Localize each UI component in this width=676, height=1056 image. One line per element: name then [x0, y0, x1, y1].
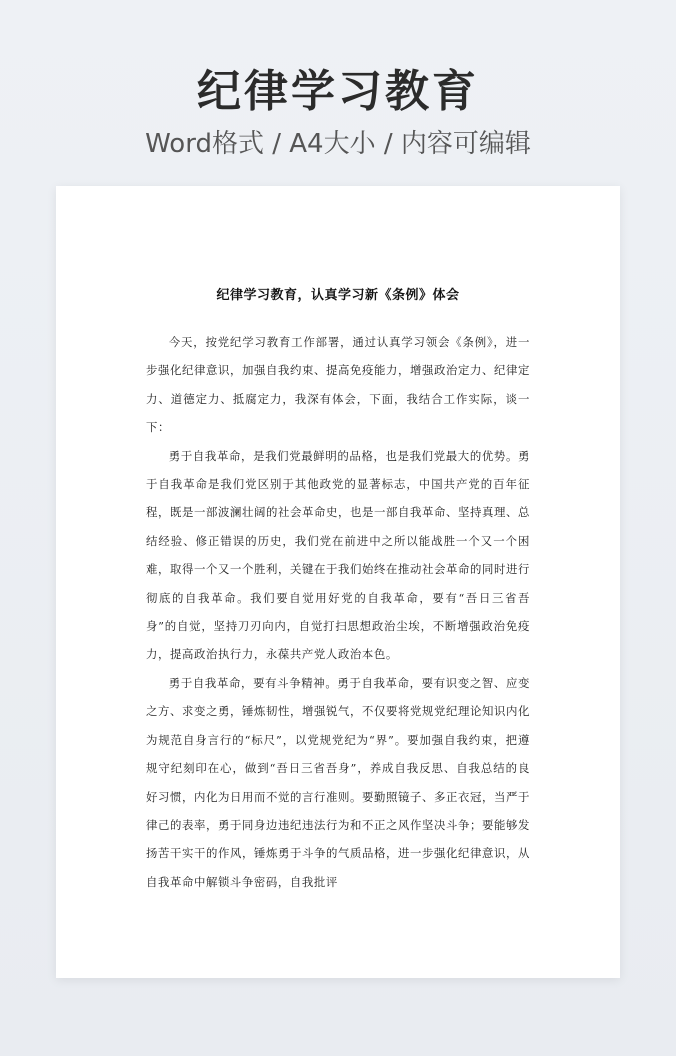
document-title: 纪律学习教育，认真学习新《条例》体会 [216, 288, 460, 303]
header [0, 62, 676, 162]
document-page [56, 186, 620, 978]
paragraph-2: 勇于自我革命，是我们党最鲜明的品格，也是我们党最大的优势。勇于自我革命是我们党区别于其他政党的显著标志，中国共产党的百年征程，既是一部波澜壮阔的社会革命史，也是一部自我革命、坚持真理、总结经验、修正错误的历史，我们党在前进中之所以能战胜一个又一个困难，取得一个又一个胜利，关键在于我们始终在推动社会革命的同时进行彻底的自我革命。我们要自觉用好党的自我革命，要有“吾日三省吾身”的自觉，坚持刀刃向内，自觉打扫思想政治尘埃，不断增强政治免疫力，提高政治执行力，永葆共产党人政治本色。 [146, 448, 530, 662]
paragraph-1: 今天，按党纪学习教育工作部署，通过认真学习领会《条例》，进一步强化纪律意识，加强自我约束、提高免疫能力，增强政治定力、纪律定力、道德定力、抵腐定力，我深有体会，下面，我结合工作实际，谈一下： [146, 335, 530, 435]
document-body [146, 328, 530, 896]
main-title: 纪律学习教育 [197, 66, 479, 117]
paragraph-3: 勇于自我革命，要有斗争精神。勇于自我革命，要有识变之智、应变之方、求变之勇，锤炼韧性，增强锐气，不仅要将党规党纪理论知识内化为规范自身言行的“标尺”，以党规党纪为“界”。要加强自我约束，把遵规守纪刻印在心，做到“吾日三省吾身”，养成自我反思、自我总结的良好习惯，内化为日用而不觉的言行准则。要勤照镜子、多正衣冠，当严于律己的表率，勇于同身边违纪违法行为和不正之风作坚决斗争；要能够发扬苦干实干的作风，锤炼勇于斗争的气质品格，进一步强化纪律意识，从自我革命中解锁斗争密码，自我批评 [146, 675, 530, 889]
subtitle: Word格式 / A4大小 / 内容可编辑 [145, 129, 531, 159]
